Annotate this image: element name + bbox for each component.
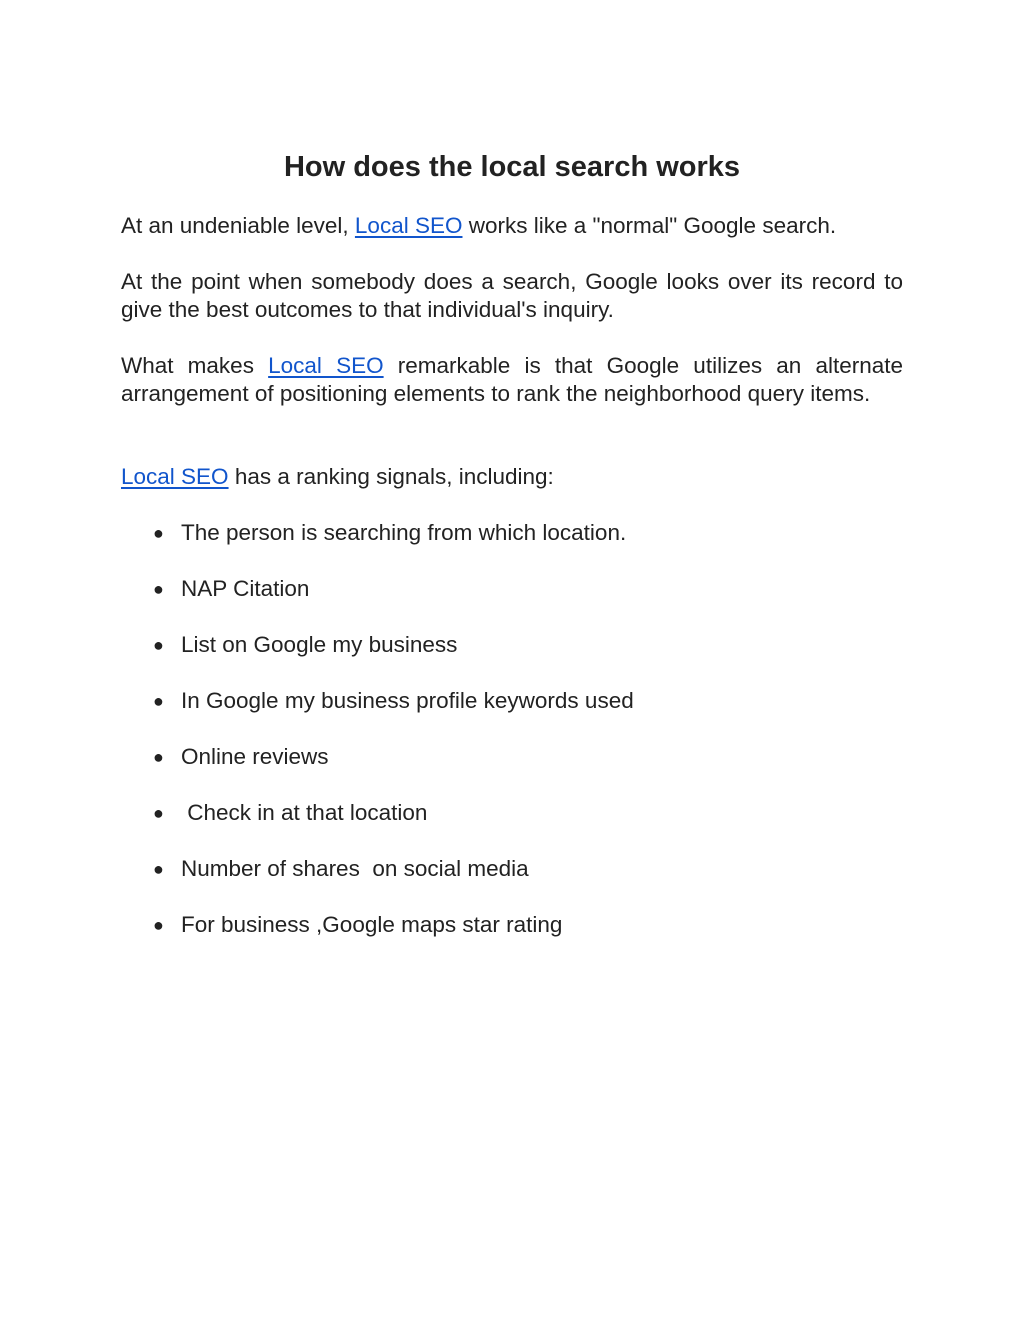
list-item — [121, 575, 903, 631]
list-item-text: The person is searching from which location. — [181, 520, 627, 545]
list-item-text: Number of shares on social media — [181, 856, 529, 881]
paragraph-text: remarkable is that Google utilizes an alternate arrangement of positioning elements to rank the neighborhood query items. — [121, 353, 904, 406]
local-seo-link[interactable]: Local SEO — [354, 213, 463, 238]
list-item-text: In Google my business profile keywords used — [181, 688, 634, 713]
page-title: How does the local search works — [283, 151, 741, 183]
paragraph-text: What makes — [121, 353, 269, 378]
local-seo-link[interactable]: Local SEO — [121, 464, 229, 489]
bullet-icon: ● — [153, 859, 164, 879]
bullet-icon: ● — [153, 803, 164, 823]
ranking-signals-list — [121, 519, 903, 967]
list-item-text: Check in at that location — [181, 800, 428, 825]
list-item-text: List on Google my business — [181, 632, 458, 657]
bullet-icon: ● — [153, 915, 164, 935]
paragraph-text: has a ranking signals, including: — [228, 464, 554, 489]
list-item — [121, 855, 903, 911]
bullet-icon: ● — [153, 635, 164, 655]
intro-paragraph — [121, 212, 903, 240]
list-item — [121, 799, 903, 855]
list-item-text: For business ,Google maps star rating — [181, 912, 563, 937]
list-item-text: NAP Citation — [181, 576, 310, 601]
paragraph-text: At an undeniable level, — [121, 213, 355, 238]
signals-intro-paragraph — [121, 463, 903, 491]
bullet-icon: ● — [153, 747, 164, 767]
paragraph-text: works like a "normal" Google search. — [462, 213, 837, 238]
remarkable-paragraph — [121, 352, 903, 408]
list-item-text: Online reviews — [181, 744, 329, 769]
bullet-icon: ● — [153, 523, 164, 543]
list-item — [121, 519, 903, 575]
bullet-icon: ● — [153, 579, 164, 599]
list-item — [121, 687, 903, 743]
local-seo-link[interactable]: Local SEO — [268, 353, 384, 378]
list-item — [121, 743, 903, 799]
search-paragraph: At the point when somebody does a search, Google looks over its record to give the best outcomes to that individual's inquiry. — [121, 269, 903, 322]
bullet-icon: ● — [153, 691, 164, 711]
list-item — [121, 911, 903, 967]
list-item — [121, 631, 903, 687]
